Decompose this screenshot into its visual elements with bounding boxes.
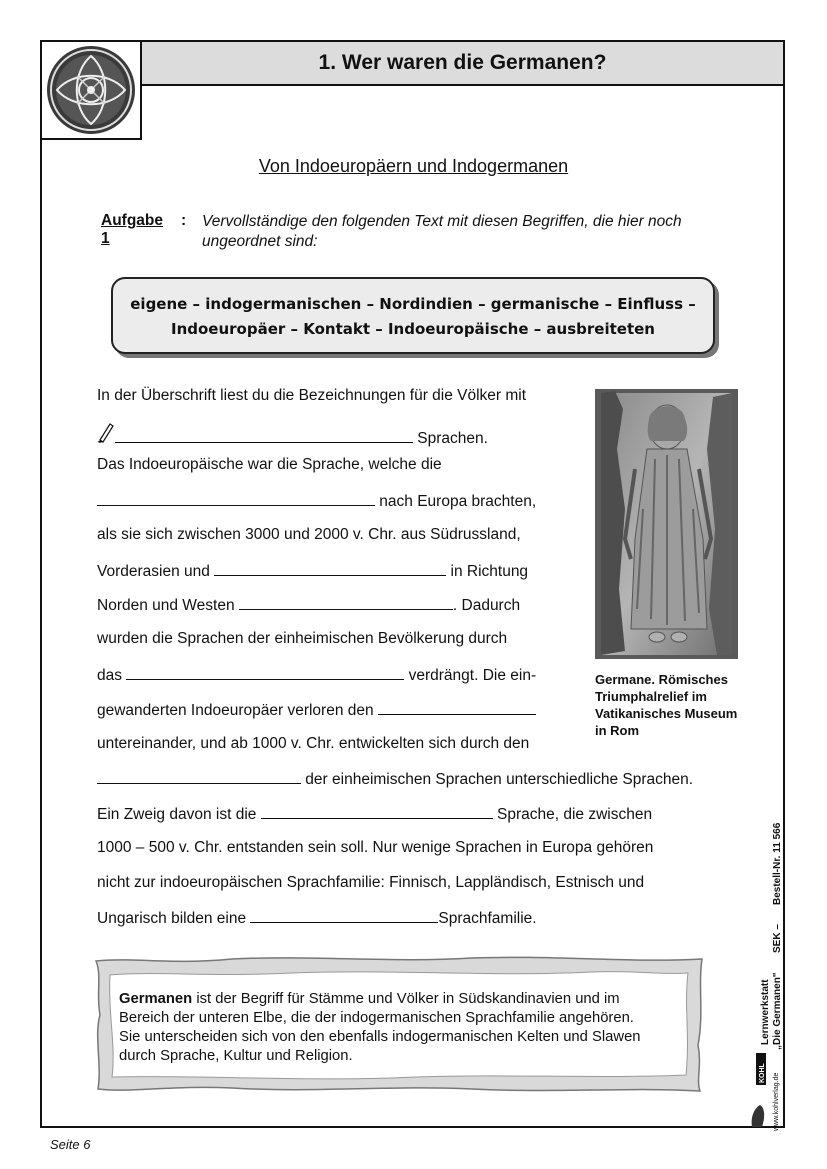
text-segment: verdrängt. Die ein- [404, 667, 537, 684]
info-text [119, 990, 689, 1066]
word-bank-line: Indoeuropäer – Kontakt – Indoeuropäische – ausbreiteten [171, 320, 655, 338]
text-line [97, 804, 652, 824]
info-segment: ist der Begriff für Stämme und Völker in Südskandinavien und im [192, 991, 620, 1007]
answer-blank[interactable] [97, 491, 375, 506]
publisher-name: KOHL [759, 1063, 766, 1083]
info-line: durch Sprache, Kultur und Religion. [119, 1048, 353, 1064]
text-line: 1000 – 500 v. Chr. entstanden sein soll. Nur wenige Sprachen in Europa gehören [97, 839, 654, 856]
relief-photo [595, 389, 738, 659]
workshop-label: Lernwerkstatt [760, 979, 771, 1045]
celtic-knot-logo [42, 42, 142, 140]
answer-blank[interactable] [97, 769, 301, 784]
task-colon: : [181, 212, 187, 229]
text-segment: nach Europa brachten, [375, 493, 537, 510]
info-term: Germanen [119, 991, 193, 1007]
caption-line: Germane. Römisches [595, 672, 728, 687]
task-text [202, 212, 742, 252]
photo-caption [595, 671, 765, 739]
text-segment: . Dadurch [452, 597, 521, 614]
series-label: SEK – [772, 924, 783, 953]
publisher-imprint [750, 815, 790, 1135]
publisher-url: www.kohlverlag.de [773, 1072, 780, 1131]
text-segment: Sprachen. [413, 430, 488, 447]
text-line [97, 769, 693, 789]
text-line: Das Indoeuropäische war die Sprache, welche die [97, 456, 442, 473]
text-segment: Ungarisch bilden eine [97, 910, 251, 927]
task-text-line: Vervollständige den folgenden Text mit diesen Begriffen, die hier noch [202, 213, 682, 230]
word-bank-line: eigene – indogermanischen – Nordindien – germanische – Einfluss – [130, 295, 696, 313]
text-line [97, 908, 537, 928]
text-line [97, 665, 536, 685]
caption-line: Vatikanisches Museum [595, 706, 738, 721]
caption-line: Triumphalrelief im [595, 689, 707, 704]
text-segment: in Richtung [446, 563, 529, 580]
text-line: untereinander, und ab 1000 v. Chr. entwickelten sich durch den [97, 735, 530, 752]
answer-blank[interactable] [250, 908, 438, 923]
caption-line: in Rom [595, 723, 640, 738]
text-segment: gewanderten Indoeuropäer verloren den [97, 702, 378, 719]
page-number: Seite 6 [50, 1137, 91, 1152]
text-segment: das [97, 667, 127, 684]
text-line: In der Überschrift liest du die Bezeichnungen für die Völker mit [97, 387, 527, 404]
text-line [97, 491, 536, 511]
tree-logo-icon [752, 1105, 765, 1127]
task-label: Aufgabe 1 [101, 212, 163, 247]
order-number: Bestell-Nr. 11 566 [772, 822, 783, 905]
text-line [97, 595, 520, 615]
task-text-line: ungeordnet sind: [202, 233, 318, 250]
pencil-icon [97, 421, 115, 448]
text-segment: Norden und Westen [97, 597, 239, 614]
info-line [119, 990, 689, 1009]
text-segment: der einheimischen Sprachen unterschiedliche Sprachen. [301, 771, 694, 788]
word-bank-box [111, 277, 715, 354]
section-subtitle: Von Indoeuropäern und Indogermanen [258, 156, 569, 176]
answer-blank[interactable] [126, 665, 404, 680]
text-line [97, 700, 536, 720]
answer-blank[interactable] [378, 700, 536, 715]
text-line [97, 561, 528, 581]
text-line: als sie sich zwischen 3000 und 2000 v. Chr. aus Südrussland, [97, 526, 521, 543]
text-segment: Ein Zweig davon ist die [97, 806, 261, 823]
page-title: 1. Wer waren die Germanen? [142, 42, 783, 86]
text-line: wurden die Sprachen der einheimischen Bevölkerung durch [97, 630, 508, 647]
answer-blank[interactable] [239, 595, 453, 610]
info-line: Bereich der unteren Elbe, die der indogermanischen Sprachfamilie angehören. [119, 1010, 634, 1026]
answer-blank[interactable] [115, 428, 413, 443]
text-segment: Vorderasien und [97, 563, 215, 580]
text-segment: Sprachfamilie. [438, 910, 537, 927]
info-line: Sie unterscheiden sich von den ebenfalls indogermanischen Kelten und Slawen [119, 1029, 641, 1045]
answer-blank[interactable] [261, 804, 493, 819]
text-segment: Sprache, die zwischen [492, 806, 653, 823]
text-line: nicht zur indoeuropäischen Sprachfamilie: Finnisch, Lappländisch, Estnisch und [97, 874, 645, 891]
book-title: „Die Germanen" [772, 972, 783, 1050]
text-line [97, 421, 488, 448]
answer-blank[interactable] [214, 561, 446, 576]
